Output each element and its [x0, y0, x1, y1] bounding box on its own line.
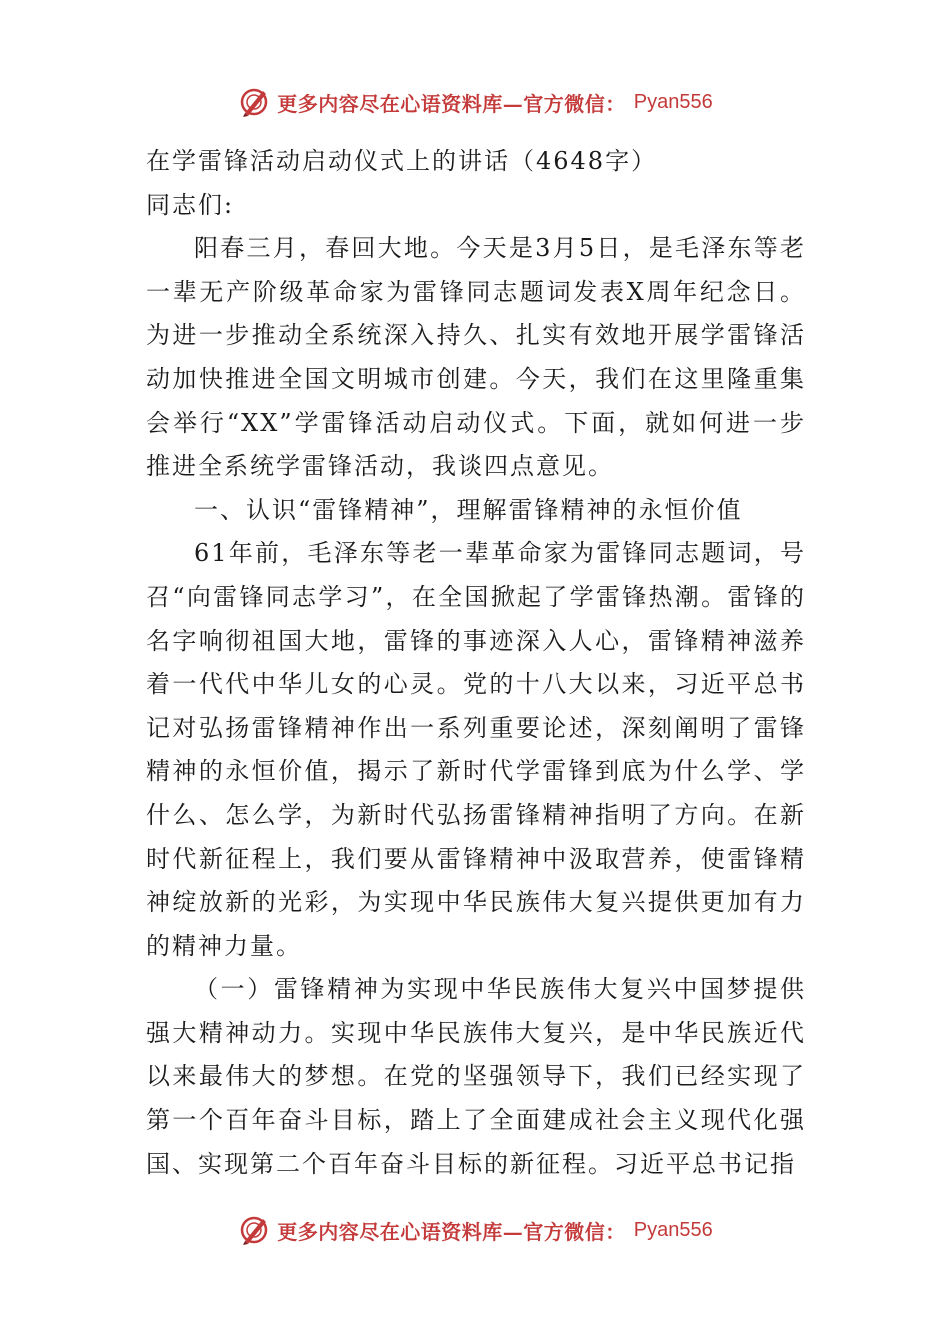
section-heading-1: 一、认识“雷锋精神”，理解雷锋精神的永恒价值: [194, 495, 743, 524]
watermark-account-id: Pyan556: [633, 90, 713, 113]
pen-ring-logo-icon: [237, 1213, 271, 1247]
watermark-brand-text: 更多内容尽在心语资料库—官方微信：: [277, 1219, 626, 1244]
paragraph-subsection-1: （一）雷锋精神为实现中华民族伟大复兴中国梦提供强大精神动力。实现中华民族伟大复兴，是中华民族近代以来最伟大的梦想。在党的坚强领导下，我们已经实现了第一个百年奋斗目标，踏上了全面建成社会主义现代化强国、实现第二个百年奋斗目标的新征程。习近平总书记指: [146, 975, 806, 1178]
watermark-account-id: Pyan556: [633, 1218, 713, 1241]
paragraph-section-1: 61年前，毛泽东等老一辈革命家为雷锋同志题词，号召“向雷锋同志学习”，在全国掀起了学雷锋热潮。雷锋的名字响彻祖国大地，雷锋的事迹深入人心，雷锋精神滋养着一代代中华儿女的心灵。党的十八大以来，习近平总书记对弘扬雷锋精神作出一系列重要论述，深刻阐明了雷锋精神的永恒价值，揭示了新时代学雷锋到底为什么学、学什么、怎么学，为新时代弘扬雷锋精神指明了方向。在新时代新征程上，我们要从雷锋精神中汲取营养，使雷锋精神绽放新的光彩，为实现中华民族伟大复兴提供更加有力的精神力量。: [146, 539, 806, 960]
document-title: 在学雷锋活动启动仪式上的讲话（4648字）: [146, 147, 658, 175]
paragraph-intro: 阳春三月，春回大地。今天是3月5日，是毛泽东等老一辈无产阶级革命家为雷锋同志题词发表X周年纪念日。为进一步推动全系统深入持久、扎实有效地开展学雷锋活动加快推进全国文明城市创建。今天，我们在这里隆重集会举行“XX”学雷锋活动启动仪式。下面，就如何进一步推进全系统学雷锋活动，我谈四点意见。: [146, 234, 806, 481]
header-watermark-banner: [0, 82, 950, 122]
pen-ring-logo-icon: [237, 85, 271, 119]
salutation: 同志们:: [146, 190, 235, 219]
document-body: [146, 140, 806, 1186]
footer-watermark-banner: [0, 1210, 950, 1250]
watermark-brand-text: 更多内容尽在心语资料库—官方微信：: [277, 91, 626, 116]
